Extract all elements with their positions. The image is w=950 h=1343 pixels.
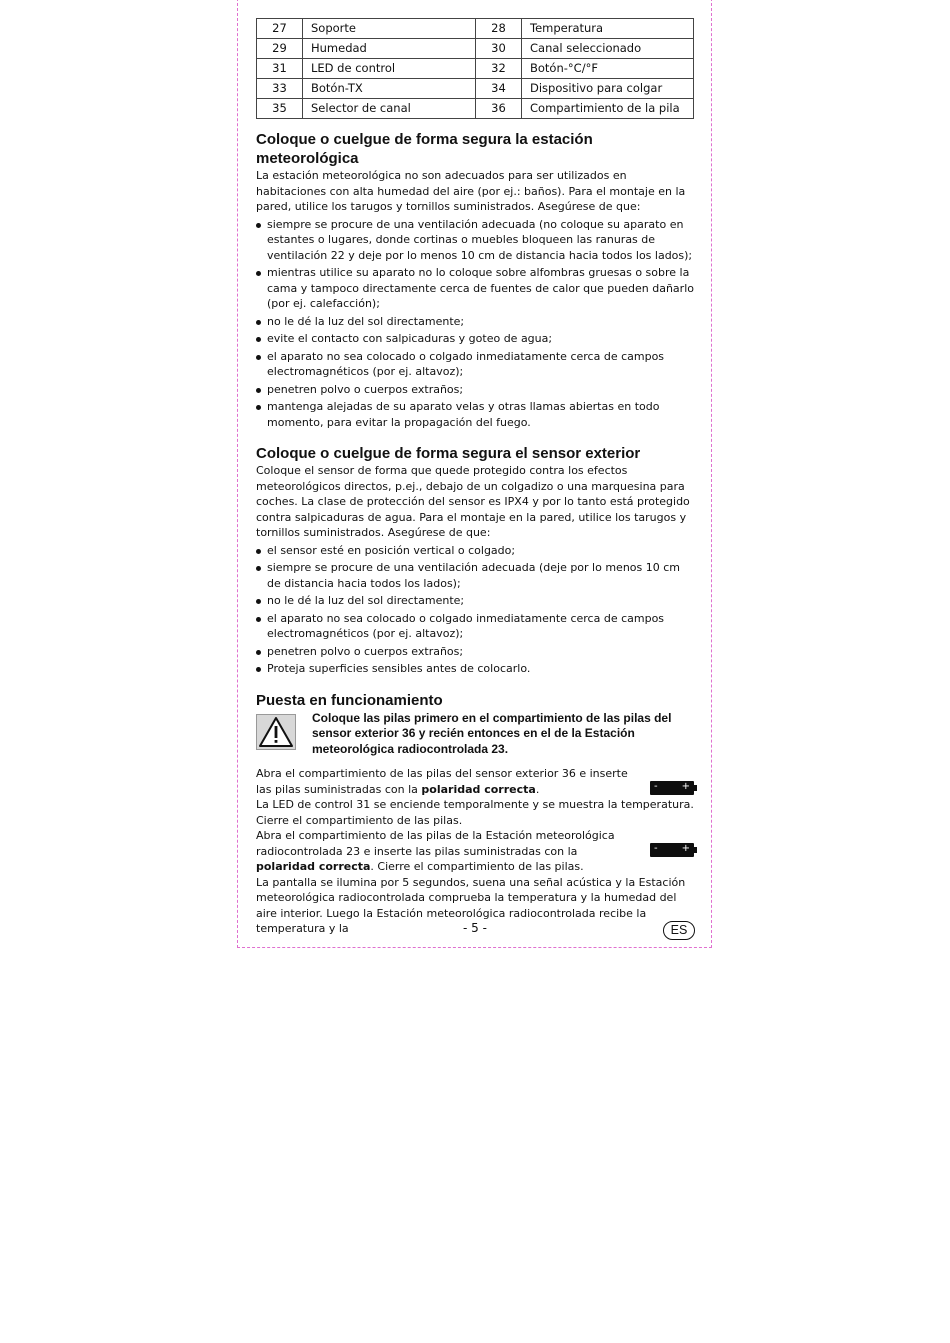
parts-table: [256, 18, 694, 119]
text-run: Abra el compartimiento de las pilas del sensor exterior 36 e inserte las pilas suministradas con la: [256, 767, 628, 796]
battery-minus: -: [654, 781, 658, 792]
list-item: mientras utilice su aparato no lo coloque sobre alfombras gruesas o sobre la cama y tampoco directamente cerca de fuentes de calor que pueden dañarlo (por ej. calefacción);: [256, 265, 694, 312]
list-item: no le dé la luz del sol directamente;: [256, 593, 694, 609]
paragraph-sensor-batteries: [256, 766, 694, 797]
table-row: [257, 19, 694, 39]
warning-text: Coloque las pilas primero en el compartimiento de las pilas del sensor exterior 36 y recién entonces en el de la Estación meteorológica radiocontrolada 23.: [312, 710, 672, 756]
section-intro-sensor: Coloque el sensor de forma que quede protegido contra los efectos meteorológicos directos, p.ej., debajo de un colgadizo o una marquesina para coches. La clase de protección del sensor es IPX4 y por lo tanto está protegido contra salpicaduras de agua. Para el montaje en la pared, utilice los tarugos y tornillos suministrados. Asegúrese de que:: [256, 464, 690, 539]
list-item: el aparato no sea colocado o colgado inmediatamente cerca de campos electromagnéticos (por ej. altavoz);: [256, 611, 694, 642]
part-number-cell: 28: [476, 19, 522, 39]
bold-text-run: polaridad correcta: [256, 860, 371, 873]
list-item: Proteja superficies sensibles antes de colocarlo.: [256, 661, 694, 677]
paragraph-display: La pantalla se ilumina por 5 segundos, suena una señal acústica y la Estación meteorológica radiocontrolada comprueba la temperatura y la humedad del aire interior. Luego la Estación meteorológica radiocontrolada recibe la temperatura y la: [256, 875, 686, 935]
text-run: Abra el compartimiento de las pilas de la Estación meteorológica radiocontrolada 23 e inserte las pilas suministradas con la: [256, 829, 615, 858]
battery-minus: -: [654, 843, 658, 854]
language-badge: ES: [663, 921, 695, 940]
list-item: el sensor esté en posición vertical o colgado;: [256, 543, 694, 559]
part-label-cell: Compartimiento de la pila: [522, 99, 694, 119]
warning-triangle-icon: [256, 714, 296, 750]
part-number-cell: 36: [476, 99, 522, 119]
list-item: penetren polvo o cuerpos extraños;: [256, 382, 694, 398]
battery-polarity-icon: [650, 781, 694, 795]
part-number-cell: 30: [476, 39, 522, 59]
part-number-cell: 34: [476, 79, 522, 99]
list-item: evite el contacto con salpicaduras y goteo de agua;: [256, 331, 694, 347]
part-number-cell: 32: [476, 59, 522, 79]
section-title-sensor: Coloque o cuelgue de forma segura el sensor exterior: [256, 445, 641, 462]
paragraph-led: La LED de control 31 se enciende temporalmente y se muestra la temperatura. Cierre el compartimiento de las pilas.: [256, 798, 694, 827]
section-title-startup: Puesta en funcionamiento: [256, 691, 443, 709]
list-item: el aparato no sea colocado o colgado inmediatamente cerca de campos electromagnéticos (por ej. altavoz);: [256, 349, 694, 380]
section-title-station: Coloque o cuelgue de forma segura la estación meteorológica: [256, 131, 593, 167]
part-label-cell: LED de control: [303, 59, 476, 79]
table-row: [257, 39, 694, 59]
list-item: no le dé la luz del sol directamente;: [256, 314, 694, 330]
battery-plus: +: [681, 781, 690, 792]
part-label-cell: Canal seleccionado: [522, 39, 694, 59]
bold-text-run: polaridad correcta: [421, 782, 536, 796]
table-row: [257, 99, 694, 119]
warning-box: [256, 711, 694, 758]
part-label-cell: Soporte: [303, 19, 476, 39]
battery-polarity-icon: [650, 843, 694, 857]
bullet-list-sensor: [256, 543, 694, 677]
page-content: [256, 18, 694, 937]
part-number-cell: 35: [257, 99, 303, 119]
part-label-cell: Selector de canal: [303, 99, 476, 119]
part-label-cell: Humedad: [303, 39, 476, 59]
table-row: [257, 59, 694, 79]
text-run: .: [535, 782, 540, 796]
list-item: siempre se procure de una ventilación adecuada (no coloque su aparato en estantes o lugares, donde cortinas o muebles bloqueen las ranuras de ventilación 22 y deje por lo menos 10 cm de distancia hacia todos los lados);: [256, 217, 694, 264]
part-number-cell: 31: [257, 59, 303, 79]
bullet-list-station: [256, 217, 694, 431]
paragraph-station-batteries: [256, 828, 694, 875]
section-intro-station: La estación meteorológica no son adecuados para ser utilizados en habitaciones con alta humedad del aire (por ej.: baños). Para el montaje en la pared, utilice los tarugos y tornillos suministrados. Asegúrese de que:: [256, 169, 686, 213]
list-item: mantenga alejadas de su aparato velas y otras llamas abiertas en todo momento, para evitar la propagación del fuego.: [256, 399, 694, 430]
page-number: - 5 -: [463, 921, 487, 935]
battery-plus: +: [681, 843, 690, 854]
part-label-cell: Temperatura: [522, 19, 694, 39]
list-item: penetren polvo o cuerpos extraños;: [256, 644, 694, 660]
part-label-cell: Botón-°C/°F: [522, 59, 694, 79]
part-number-cell: 33: [257, 79, 303, 99]
part-label-cell: Botón-TX: [303, 79, 476, 99]
part-label-cell: Dispositivo para colgar: [522, 79, 694, 99]
part-number-cell: 29: [257, 39, 303, 59]
list-item: siempre se procure de una ventilación adecuada (deje por lo menos 10 cm de distancia hacia todos los lados);: [256, 560, 694, 591]
part-number-cell: 27: [257, 19, 303, 39]
text-run: . Cierre el compartimiento de las pilas.: [370, 860, 584, 873]
table-row: [257, 79, 694, 99]
